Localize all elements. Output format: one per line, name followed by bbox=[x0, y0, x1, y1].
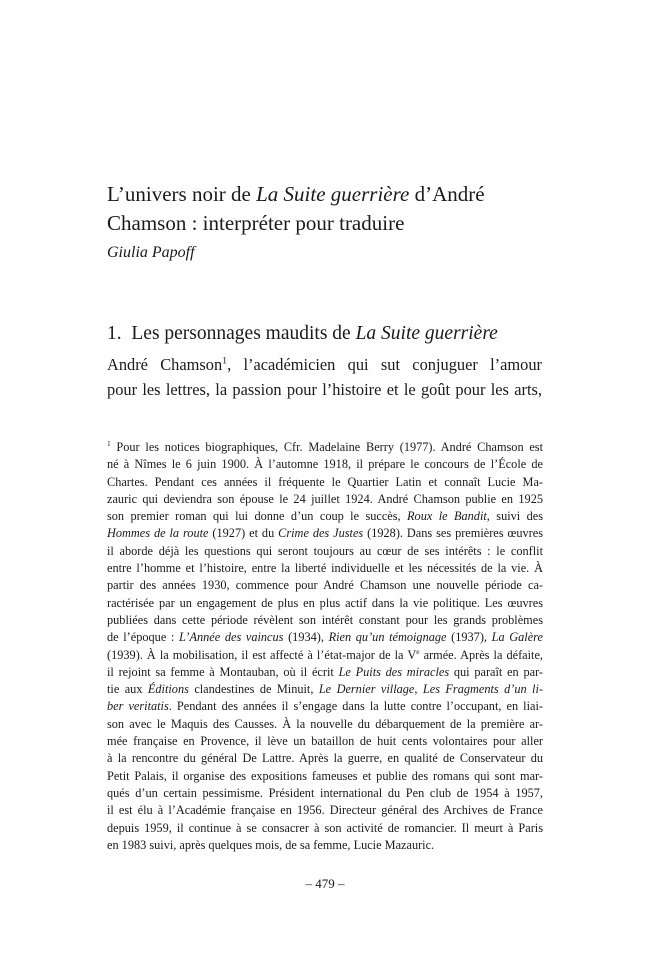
section-heading-italic: La Suite guerrière bbox=[355, 323, 498, 344]
footnote-line: Chartes. Pendant ces années il fréquente le Quartier Latin et connaît Lucie Ma- bbox=[107, 474, 543, 489]
footnote-line: Petit Palais, il organise des expositions fameuses et publie des romans qui sont mar- bbox=[107, 768, 543, 783]
article-title bbox=[107, 180, 547, 238]
body-line: pour les lettres, la passion pour l’histoire et le goût pour les arts, bbox=[107, 380, 542, 399]
article-title-work-italic: La Suite guerrière bbox=[256, 182, 410, 206]
page-number: – 479 – bbox=[305, 876, 345, 891]
section-heading bbox=[107, 322, 557, 346]
footnote-line: ber veritatis. Pendant des années il s’engage dans la lutte contre l’occupant, en liai- bbox=[107, 699, 543, 714]
article-author: Giulia Papoff bbox=[107, 244, 195, 261]
article-title-line2: Chamson : interpréter pour traduire bbox=[107, 211, 405, 235]
footnote-line: depuis 1959, il continue à se consacrer à son activité de romancier. Il meurt à Paris bbox=[107, 820, 543, 835]
body-line bbox=[107, 352, 542, 377]
article-title-line1-post: d’André bbox=[409, 182, 485, 206]
footnote-marker: 1 bbox=[107, 438, 111, 448]
footnote-line: son avec le Maquis des Causses. À la nouvelle du débarquement de la première ar- bbox=[107, 716, 543, 731]
footnote-line: Hommes de la route (1927) et du Crime des Justes (1928). Dans ses premières œuvres bbox=[107, 526, 543, 541]
footnote-line: il rejoint sa femme à Montauban, où il écrit Le Puits des miracles qui paraît en par- bbox=[107, 664, 543, 679]
footnote-line: il est élu à l’Académie française en 1956. Directeur général des Archives de France bbox=[107, 803, 543, 818]
footnote-line: ractérisée par un engagement de plus en plus actif dans la vie politique. Les œuvres bbox=[107, 595, 543, 610]
footnote-line: entre l’homme et l’histoire, entre la liberté individuelle et les nécessités de la vie. À bbox=[107, 561, 543, 576]
footnote-reference: 1 bbox=[222, 355, 228, 367]
body-text-pre: André Chamson bbox=[107, 355, 223, 374]
footnote-line: à la rencontre du général De Lattre. Après la guerre, en qualité de Conservateur du bbox=[107, 751, 543, 766]
footnote-line: mée française en Provence, il lève un bataillon de huit cents volontaires pour aller bbox=[107, 734, 543, 749]
body-text-post: , l’académicien qui sut conjuguer l’amour bbox=[227, 355, 542, 374]
footnote-line: zauric qui deviendra son épouse le 24 juillet 1924. André Chamson publie en 1925 bbox=[107, 491, 543, 506]
footnote-line: (1939). À la mobilisation, il est affecté à l’état-major de la Ve armée. Après la défaite, bbox=[107, 646, 543, 662]
section-heading-pre: Les personnages maudits de bbox=[131, 323, 356, 344]
body-paragraph bbox=[107, 352, 542, 402]
footnote-line: de l’époque : L’Année des vaincus (1934), Rien qu’un témoignage (1937), La Galère bbox=[107, 630, 543, 645]
footnote-line: $^1$ Pour les notices biographiques, Cfr. Madelaine Berry (1977). André Chamson est bbox=[107, 438, 543, 454]
article-title-line1-pre: L’univers noir de bbox=[107, 182, 257, 206]
footnote-line: né à Nîmes le 6 juin 1900. À l’automne 1918, il prépare le concours de l’École de bbox=[107, 457, 543, 472]
footnote-line: en 1983 suivi, après quelques mois, de sa femme, Lucie Mazauric. bbox=[107, 837, 435, 852]
footnote-line: son premier roman qui lui donne d’un coup le succès, Roux le Bandit, suivi des bbox=[107, 509, 543, 524]
footnote-line: qués d’un certain pessimisme. Président international du Pen club de 1954 à 1957, bbox=[107, 785, 543, 800]
section-number: 1. bbox=[107, 323, 122, 344]
footnote bbox=[107, 439, 543, 854]
footnote-line: tie aux Éditions clandestines de Minuit, Le Dernier village, Les Fragments d’un li- bbox=[107, 682, 543, 697]
footnote-line: publiées dans cette période révèlent son intérêt constant pour les grands problèmes bbox=[107, 612, 543, 627]
footnote-line: il aborde déjà les questions qui seront toujours au cœur de ses intérêts : le conflit bbox=[107, 543, 543, 558]
footnote-line: partir des années 1930, commence pour André Chamson une nouvelle période ca- bbox=[107, 578, 543, 593]
